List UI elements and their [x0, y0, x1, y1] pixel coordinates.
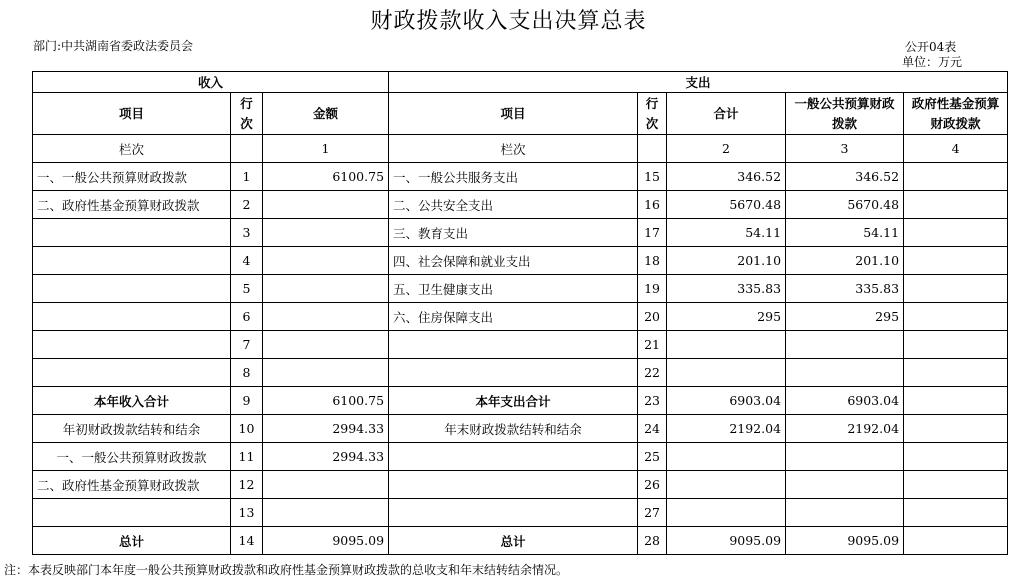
- expense-row-number: 20: [638, 303, 667, 331]
- header-fund-budget: 政府性基金预算财政拨款: [904, 93, 1008, 135]
- department-label: 部门:中共湖南省委政法委员会: [33, 39, 194, 53]
- income-row-number: 4: [231, 247, 263, 275]
- expense-item-cell: 三、教育支出: [389, 219, 638, 247]
- income-amount-cell: 2994.33: [263, 443, 389, 471]
- income-item-cell: 二、政府性基金预算财政拨款: [33, 191, 231, 219]
- general-budget-cell: 9095.09: [786, 527, 904, 555]
- general-budget-cell: 5670.48: [786, 191, 904, 219]
- total-cell: 335.83: [667, 275, 786, 303]
- income-amount-cell: [263, 499, 389, 527]
- expense-row-number: 27: [638, 499, 667, 527]
- expense-row-number: 22: [638, 359, 667, 387]
- general-budget-cell: 335.83: [786, 275, 904, 303]
- expense-section-label: 支出: [389, 72, 1008, 93]
- form-number: 公开04表: [905, 40, 957, 54]
- table-row: [33, 387, 1008, 415]
- income-item-cell: 总计: [33, 527, 231, 555]
- income-row-number: 10: [231, 415, 263, 443]
- expense-item-cell: [389, 359, 638, 387]
- total-cell: 6903.04: [667, 387, 786, 415]
- total-cell: 346.52: [667, 163, 786, 191]
- table-row: [33, 415, 1008, 443]
- income-amount-cell: 2994.33: [263, 415, 389, 443]
- header-total: 合计: [667, 93, 786, 135]
- income-item-cell: [33, 303, 231, 331]
- income-row-number: 11: [231, 443, 263, 471]
- income-row-number: 2: [231, 191, 263, 219]
- fund-budget-cell: [904, 331, 1008, 359]
- column-header-row: [33, 93, 1008, 135]
- income-amount-cell: [263, 331, 389, 359]
- general-budget-cell: 295: [786, 303, 904, 331]
- fund-budget-cell: [904, 527, 1008, 555]
- fund-budget-cell: [904, 303, 1008, 331]
- fund-budget-cell: [904, 443, 1008, 471]
- fund-budget-cell: [904, 415, 1008, 443]
- col-empty: [231, 135, 263, 163]
- col-number-total: 2: [667, 135, 786, 163]
- expense-row-number: 19: [638, 275, 667, 303]
- income-amount-cell: 6100.75: [263, 387, 389, 415]
- income-item-cell: [33, 219, 231, 247]
- total-cell: [667, 443, 786, 471]
- expense-item-cell: 四、社会保障和就业支出: [389, 247, 638, 275]
- section-header-row: [33, 72, 1008, 93]
- income-item-cell: 一、一般公共预算财政拨款: [33, 443, 231, 471]
- unit-label: 单位：万元: [902, 55, 963, 69]
- income-amount-cell: 6100.75: [263, 163, 389, 191]
- table-row: [33, 219, 1008, 247]
- total-cell: 201.10: [667, 247, 786, 275]
- fund-budget-cell: [904, 359, 1008, 387]
- general-budget-cell: 6903.04: [786, 387, 904, 415]
- col-number-amount: 1: [263, 135, 389, 163]
- income-row-number: 12: [231, 471, 263, 499]
- total-cell: 5670.48: [667, 191, 786, 219]
- income-row-number: 3: [231, 219, 263, 247]
- col-empty: [638, 135, 667, 163]
- expense-item-cell: [389, 471, 638, 499]
- table-row: [33, 247, 1008, 275]
- table-row: [33, 527, 1008, 555]
- total-cell: [667, 471, 786, 499]
- income-amount-cell: [263, 247, 389, 275]
- expense-row-number: 15: [638, 163, 667, 191]
- general-budget-cell: 54.11: [786, 219, 904, 247]
- income-row-number: 5: [231, 275, 263, 303]
- income-item-cell: [33, 247, 231, 275]
- expense-row-number: 24: [638, 415, 667, 443]
- header-general-budget: 一般公共预算财政拨款: [786, 93, 904, 135]
- fund-budget-cell: [904, 219, 1008, 247]
- expense-row-number: 23: [638, 387, 667, 415]
- income-row-number: 8: [231, 359, 263, 387]
- expense-item-cell: 六、住房保障支出: [389, 303, 638, 331]
- income-amount-cell: [263, 275, 389, 303]
- income-row-number: 7: [231, 331, 263, 359]
- expense-row-number: 17: [638, 219, 667, 247]
- general-budget-cell: [786, 471, 904, 499]
- general-budget-cell: [786, 499, 904, 527]
- income-item-cell: [33, 275, 231, 303]
- general-budget-cell: 346.52: [786, 163, 904, 191]
- fund-budget-cell: [904, 247, 1008, 275]
- table-row: [33, 331, 1008, 359]
- table-row: [33, 443, 1008, 471]
- general-budget-cell: [786, 331, 904, 359]
- income-row-number: 6: [231, 303, 263, 331]
- table-row: [33, 303, 1008, 331]
- fund-budget-cell: [904, 191, 1008, 219]
- expense-row-number: 26: [638, 471, 667, 499]
- expense-item-cell: 一、一般公共服务支出: [389, 163, 638, 191]
- header-item-expense: 项目: [389, 93, 638, 135]
- footnote: 注：本表反映部门本年度一般公共预算财政拨款和政府性基金预算财政拨款的总收支和年末结转结余情况。: [4, 563, 569, 577]
- table-row: [33, 163, 1008, 191]
- income-row-number: 9: [231, 387, 263, 415]
- budget-table: [32, 71, 1008, 555]
- total-cell: 2192.04: [667, 415, 786, 443]
- expense-item-cell: 本年支出合计: [389, 387, 638, 415]
- expense-row-number: 21: [638, 331, 667, 359]
- income-amount-cell: [263, 219, 389, 247]
- page-title: 财政拨款收入支出决算总表: [370, 9, 647, 34]
- expense-item-cell: 五、卫生健康支出: [389, 275, 638, 303]
- header-item-income: 项目: [33, 93, 231, 135]
- income-row-number: 1: [231, 163, 263, 191]
- income-row-number: 13: [231, 499, 263, 527]
- table-row: [33, 359, 1008, 387]
- income-item-cell: 本年收入合计: [33, 387, 231, 415]
- income-amount-cell: [263, 471, 389, 499]
- income-amount-cell: [263, 191, 389, 219]
- table-row: [33, 275, 1008, 303]
- general-budget-cell: [786, 359, 904, 387]
- total-cell: [667, 499, 786, 527]
- general-budget-cell: [786, 443, 904, 471]
- col-label-expense: 栏次: [389, 135, 638, 163]
- header-row-income: 行次: [231, 93, 263, 135]
- expense-item-cell: 年末财政拨款结转和结余: [389, 415, 638, 443]
- fund-budget-cell: [904, 163, 1008, 191]
- table-row: [33, 191, 1008, 219]
- fund-budget-cell: [904, 499, 1008, 527]
- expense-row-number: 16: [638, 191, 667, 219]
- income-item-cell: [33, 359, 231, 387]
- table-row: [33, 499, 1008, 527]
- total-cell: 54.11: [667, 219, 786, 247]
- income-item-cell: [33, 331, 231, 359]
- income-amount-cell: 9095.09: [263, 527, 389, 555]
- expense-row-number: 28: [638, 527, 667, 555]
- expense-item-cell: 总计: [389, 527, 638, 555]
- table-row: [33, 471, 1008, 499]
- expense-item-cell: 二、公共安全支出: [389, 191, 638, 219]
- column-number-row: [33, 135, 1008, 163]
- total-cell: [667, 331, 786, 359]
- expense-row-number: 25: [638, 443, 667, 471]
- general-budget-cell: 2192.04: [786, 415, 904, 443]
- income-item-cell: 年初财政拨款结转和结余: [33, 415, 231, 443]
- expense-item-cell: [389, 499, 638, 527]
- col-number-fund: 4: [904, 135, 1008, 163]
- col-label-income: 栏次: [33, 135, 231, 163]
- fund-budget-cell: [904, 387, 1008, 415]
- header-row-expense: 行次: [638, 93, 667, 135]
- expense-item-cell: [389, 443, 638, 471]
- expense-row-number: 18: [638, 247, 667, 275]
- income-item-cell: 一、一般公共预算财政拨款: [33, 163, 231, 191]
- income-amount-cell: [263, 359, 389, 387]
- fund-budget-cell: [904, 275, 1008, 303]
- total-cell: [667, 359, 786, 387]
- header-amount: 金额: [263, 93, 389, 135]
- expense-item-cell: [389, 331, 638, 359]
- income-item-cell: 二、政府性基金预算财政拨款: [33, 471, 231, 499]
- general-budget-cell: 201.10: [786, 247, 904, 275]
- income-section-label: 收入: [33, 72, 389, 93]
- fund-budget-cell: [904, 471, 1008, 499]
- col-number-general: 3: [786, 135, 904, 163]
- income-amount-cell: [263, 303, 389, 331]
- total-cell: 9095.09: [667, 527, 786, 555]
- income-row-number: 14: [231, 527, 263, 555]
- income-item-cell: [33, 499, 231, 527]
- total-cell: 295: [667, 303, 786, 331]
